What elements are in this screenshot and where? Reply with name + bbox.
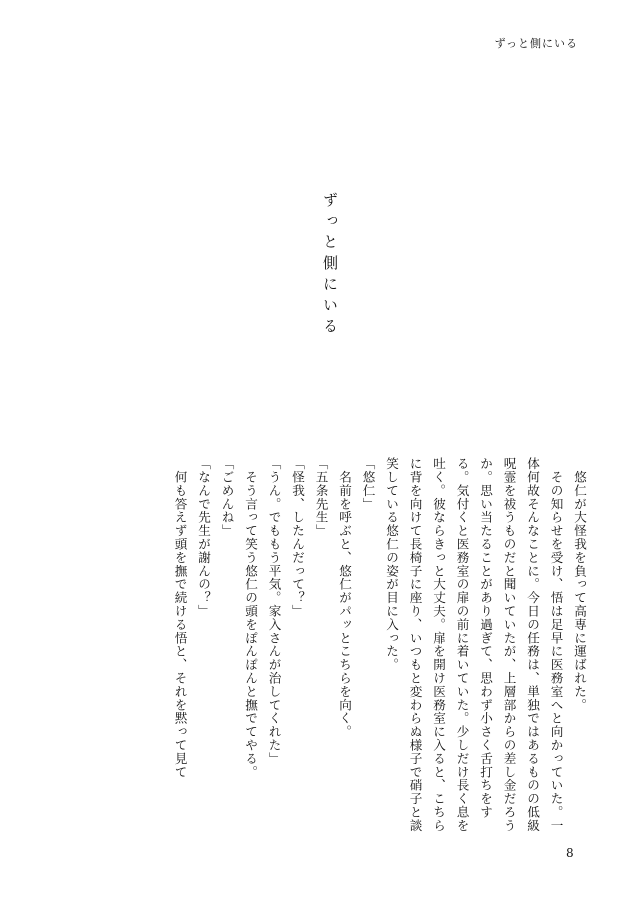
chapter-title: ずっと側にいる <box>321 192 339 339</box>
paragraph: 何も答えず頭を撫で続ける悟と、それを黙って見て <box>172 457 188 779</box>
paragraph: 悠仁が大怪我を負って高専に運ばれた。 <box>572 457 587 712</box>
paragraph: 「悠仁」 <box>360 457 376 511</box>
paragraph: 名前を呼ぶと、悠仁がパッとこちらを向く。 <box>337 457 352 739</box>
paragraph: そう言って笑う悠仁の頭をぽんぽんと撫でてやる。 <box>243 457 258 779</box>
page-number: 8 <box>566 846 574 860</box>
running-header: ずっと側にいる <box>494 37 578 50</box>
paragraph: 「怪我、したんだって？」 <box>290 457 305 618</box>
paragraph: 「うん。でももう平気。家入さんが治してくれた」 <box>266 457 282 766</box>
paragraph: その知らせを受け、悟は足早に医務室へと向かっていた。一体何故そんなことに。今日の任務は、単独ではあるものの低級呪霊を祓うものだと聞いていたが、上層部からの差し金だろうか。思い当たることがあり過ぎて、思わず小さく舌打ちをする。気付くと医務室の扉の前に着いていた。少しだけ長く息を吐く。彼ならきっと大丈夫。扉を開け医務室に入ると、こちらに背を向けて長椅子に座り、いつもと変わらぬ様子で硝子と談笑している悠仁の姿が目に入った。 <box>384 457 564 833</box>
paragraph: 「ごめんね」 <box>219 457 235 538</box>
paragraph: 「なんで先生が謝んの？」 <box>196 457 211 618</box>
paragraph: 「五条先生」 <box>313 457 329 538</box>
body-text <box>111 457 591 837</box>
